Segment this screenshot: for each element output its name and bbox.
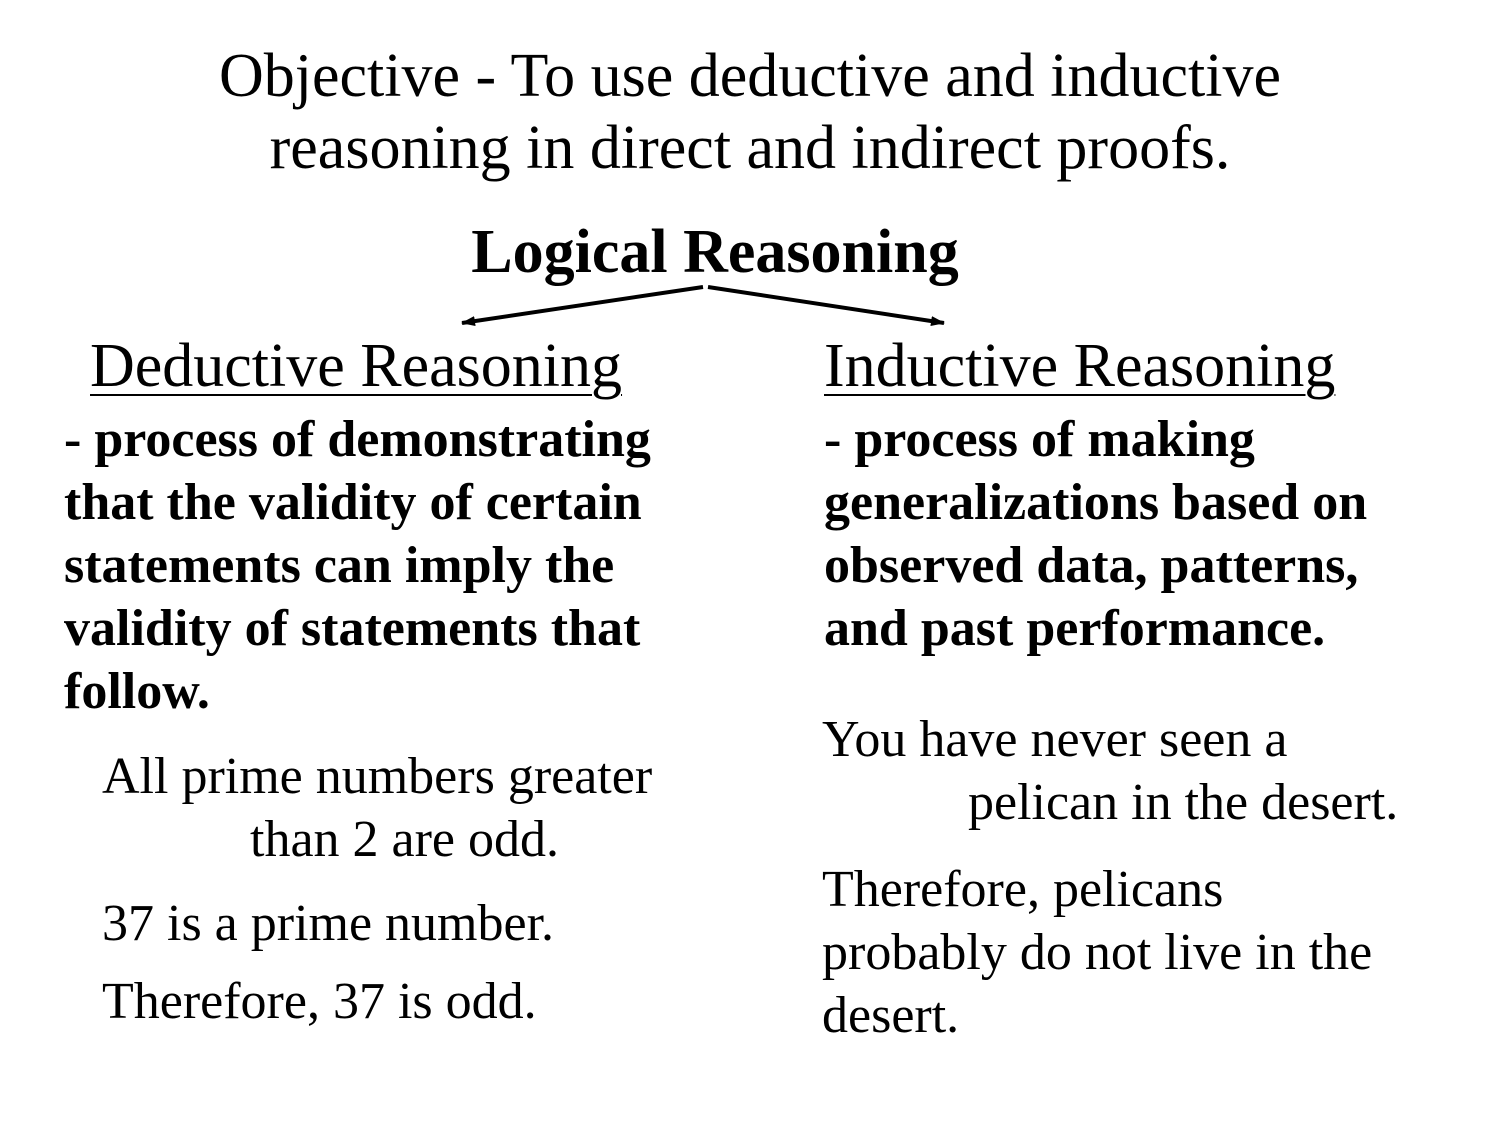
inductive-observation [822,708,1398,834]
inductive-heading: Inductive Reasoning [824,332,1336,400]
inductive-definition-line: observed data, patterns, [824,537,1359,594]
deductive-premise-2: 37 is a prime number. [102,895,555,952]
arrow-to-deductive [462,287,703,323]
objective-statement [0,40,1500,184]
deductive-definition-line: follow. [64,663,210,720]
deductive-definition-line: that the validity of certain [64,474,642,531]
deductive-premise-1 [102,745,652,871]
deductive-definition-line: validity of statements that [64,600,641,657]
deductive-definition-line: statements can imply the [64,537,615,594]
objective-line-1: Objective - To use deductive and inductive [219,42,1281,110]
inductive-definition-line: and past performance. [824,600,1326,657]
deductive-definition-line: - process of demonstrating [64,411,651,468]
inductive-conclusion-line: probably do not live in the [822,924,1373,981]
logical-reasoning-title: Logical Reasoning [471,218,959,286]
deductive-premise-1-line-2: than 2 are odd. [250,811,560,868]
inductive-observation-line-2: pelican in the desert. [968,774,1399,831]
inductive-conclusion-line: desert. [822,987,960,1044]
inductive-conclusion [822,858,1372,1047]
deductive-conclusion: Therefore, 37 is odd. [102,973,537,1030]
inductive-definition-line: generalizations based on [824,474,1368,531]
objective-line-2: reasoning in direct and indirect proofs. [269,114,1231,182]
deductive-premise-1-line-1: All prime numbers greater [102,748,653,805]
inductive-definition-line: - process of making [824,411,1255,468]
inductive-conclusion-line: Therefore, pelicans [822,861,1224,918]
inductive-observation-line-1: You have never seen a [822,711,1288,768]
deductive-definition [64,408,651,723]
deductive-heading: Deductive Reasoning [90,332,623,400]
inductive-definition [824,408,1367,660]
arrow-to-inductive [708,287,944,323]
